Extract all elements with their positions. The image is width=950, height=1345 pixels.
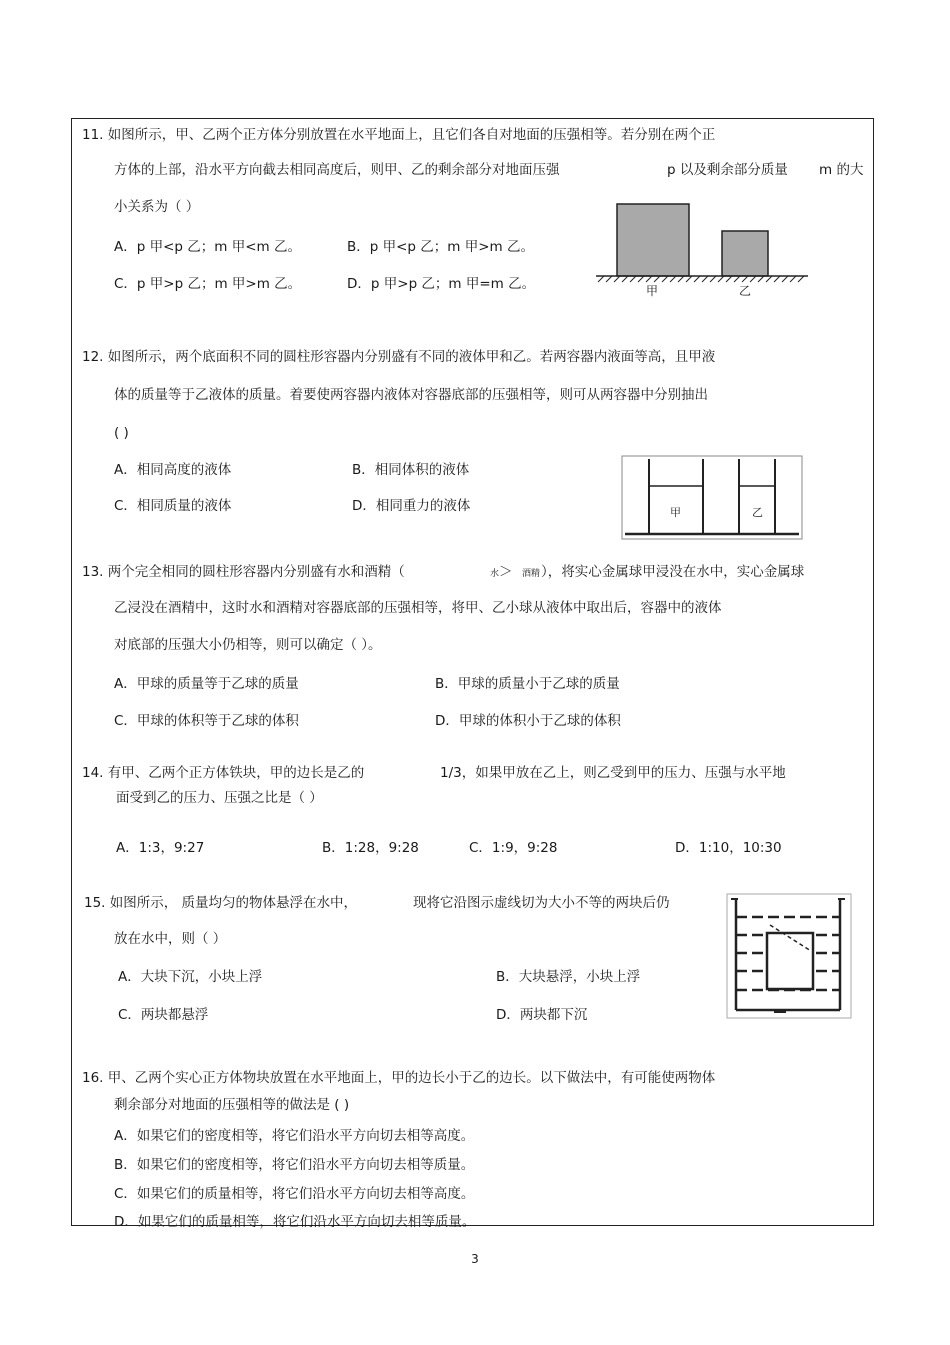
cube-yi: [722, 231, 768, 276]
q13-option-c: C．甲球的体积等于乙球的体积: [114, 713, 299, 729]
q15-stem-line1a: 15. 如图所示， 质量均匀的物体悬浮在水中，: [84, 895, 358, 911]
q12-figure-label-jia: 甲: [670, 506, 681, 519]
q14-option-b: B．1:28，9:28: [322, 840, 419, 856]
q12-option-d: D．相同重力的液体: [352, 498, 471, 514]
q12-containers-figure: [621, 455, 803, 540]
q15-stem-line1b: 现将它沿图示虚线切为大小不等的两块后仍: [413, 895, 670, 911]
q12-stem-line2: 体的质量等于乙液体的质量。着要使两容器内液体对容器底部的压强相等，则可从两容器中分别抽出: [114, 387, 708, 403]
q11-stem-line1: 11. 如图所示，甲、乙两个正方体分别放置在水平地面上，且它们各自对地面的压强相等。若分别在两个正: [82, 127, 716, 143]
q14-stem-line1a: 14. 有甲、乙两个正方体铁块，甲的边长是乙的: [82, 765, 365, 781]
q11-cubes-figure: [594, 198, 814, 298]
q16-stem-line1: 16. 甲、乙两个实心正方体物块放置在水平地面上，甲的边长小于乙的边长。以下做法中，有可能使两物体: [82, 1070, 716, 1086]
q11-option-c: C．p 甲>p 乙；m 甲>m 乙。: [114, 276, 302, 292]
q13-option-d: D．甲球的体积小于乙球的体积: [435, 713, 621, 729]
q11-option-a: A．p 甲<p 乙；m 甲<m 乙。: [114, 239, 301, 255]
q13-stem-line3: 对底部的压强大小仍相等，则可以确定（ ）。: [114, 637, 382, 653]
q13-stem-line2: 乙浸没在酒精中，这时水和酒精对容器底部的压强相等，将甲、乙小球从液体中取出后，容器中的液体: [114, 600, 722, 616]
q12-stem-line3: ( ): [114, 425, 129, 441]
q12-figure-label-yi: 乙: [752, 506, 763, 519]
q16-option-d: D．如果它们的质量相等，将它们沿水平方向切去相等质量。: [114, 1214, 476, 1230]
q12-stem-line1: 12. 如图所示，两个底面积不同的圆柱形容器内分别盛有不同的液体甲和乙。若两容器内液面等高，且甲液: [82, 349, 716, 365]
q15-stem-line2: 放在水中，则（ ）: [114, 931, 227, 947]
q11-option-b: B．p 甲<p 乙；m 甲>m 乙。: [347, 239, 534, 255]
q13-option-a: A．甲球的质量等于乙球的质量: [114, 676, 299, 692]
q13-stem-line1b: ），将实心金属球甲浸没在水中，实心金属球: [541, 564, 805, 580]
q11-stem-line2a: 方体的上部，沿水平方向截去相同高度后，则甲、乙的剩余部分对地面压强: [114, 162, 560, 178]
page-number: 3: [471, 1252, 479, 1266]
q12-option-b: B．相同体积的液体: [352, 462, 470, 478]
q13-option-b: B．甲球的质量小于乙球的质量: [435, 676, 620, 692]
q16-option-b: B．如果它们的密度相等，将它们沿水平方向切去相等质量。: [114, 1157, 475, 1173]
q16-option-c: C．如果它们的质量相等，将它们沿水平方向切去相等高度。: [114, 1186, 475, 1202]
q14-option-d: D．1:10，10:30: [675, 840, 782, 856]
q14-option-a: A．1:3，9:27: [116, 840, 205, 856]
floating-block: [767, 933, 813, 989]
q11-figure-label-yi: 乙: [739, 284, 752, 298]
q11-stem-line3: 小关系为（ ）: [114, 199, 200, 215]
q11-figure-label-jia: 甲: [646, 284, 659, 298]
q13-alcohol-subscript: 酒精: [522, 569, 541, 579]
q11-stem-line2b: p 以及剩余部分质量: [667, 162, 788, 178]
q14-option-c: C．1:9，9:28: [469, 840, 558, 856]
q11-stem-line2c: m 的大: [819, 162, 864, 178]
q15-option-d: D．两块都下沉: [496, 1007, 588, 1023]
q15-floating-block-figure: [726, 893, 852, 1019]
cube-jia: [617, 204, 689, 276]
q13-water-subscript: 水: [490, 569, 500, 579]
q12-option-c: C．相同质量的液体: [114, 498, 232, 514]
q15-option-c: C．两块都悬浮: [118, 1007, 209, 1023]
q11-option-d: D．p 甲>p 乙；m 甲=m 乙。: [347, 276, 536, 292]
q16-option-a: A．如果它们的密度相等，将它们沿水平方向切去相等高度。: [114, 1128, 475, 1144]
q16-stem-line2: 剩余部分对地面的压强相等的做法是 ( ): [114, 1097, 350, 1113]
q14-stem-line1b: 1/3，如果甲放在乙上，则乙受到甲的压力、压强与水平地: [440, 765, 786, 781]
q12-option-a: A．相同高度的液体: [114, 462, 232, 478]
q13-greater-than: ＞: [499, 564, 513, 580]
q15-option-b: B．大块悬浮，小块上浮: [496, 969, 641, 985]
q13-stem-line1a: 13. 两个完全相同的圆柱形容器内分别盛有水和酒精（: [82, 564, 405, 580]
q14-stem-line2: 面受到乙的压力、压强之比是（ ）: [116, 790, 323, 806]
q15-option-a: A．大块下沉，小块上浮: [118, 969, 263, 985]
ground-hatching: [598, 276, 804, 282]
